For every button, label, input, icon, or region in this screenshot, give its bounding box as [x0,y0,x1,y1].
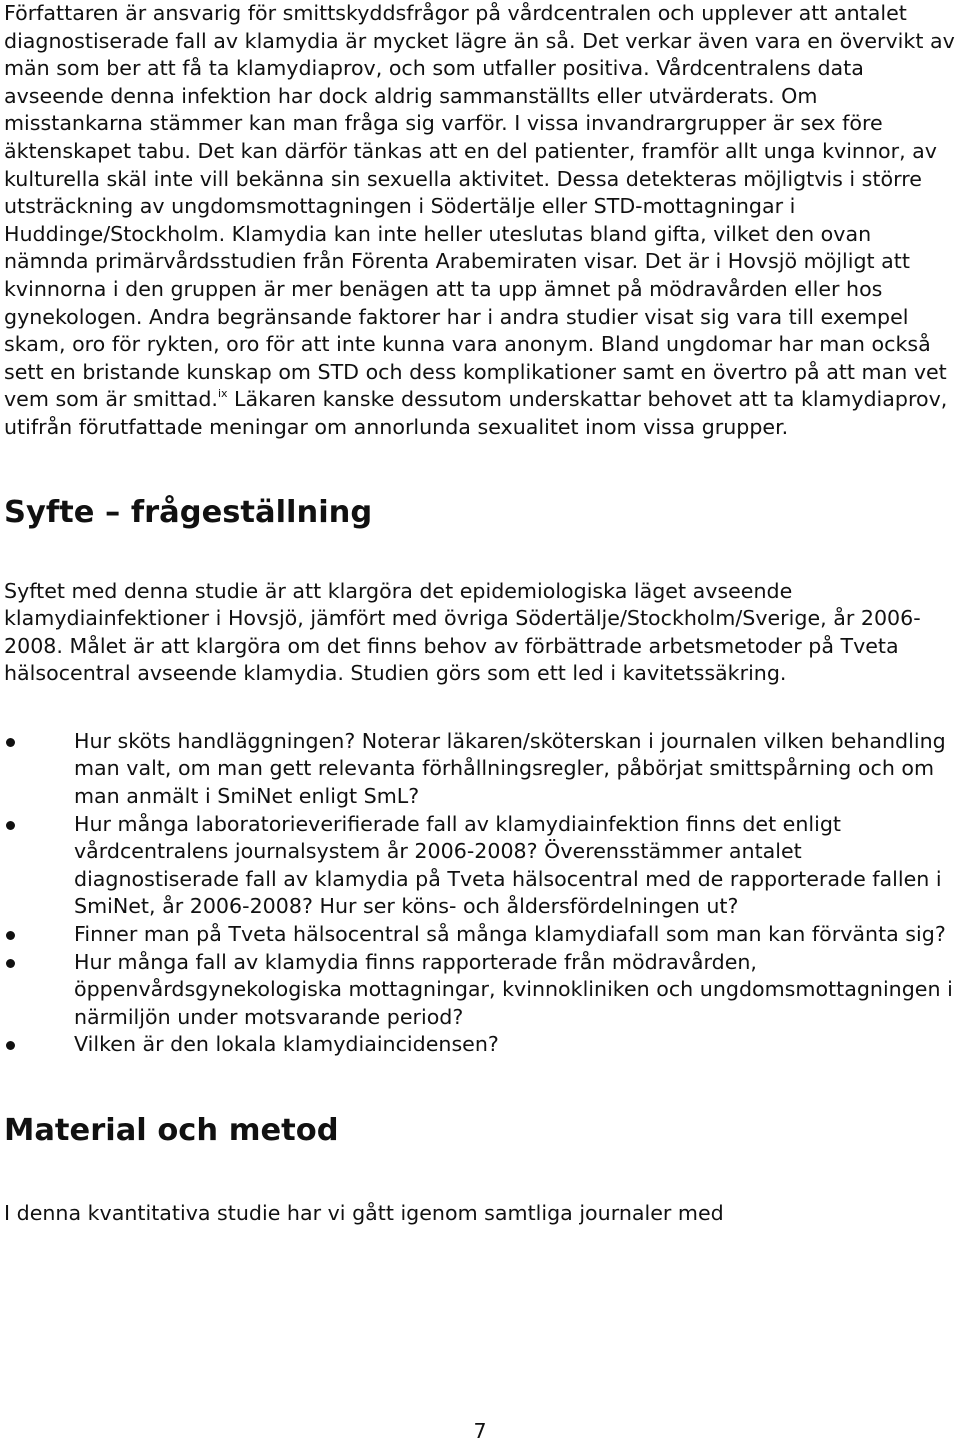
question-text: Vilken är den lokala klamydiaincidensen? [74,1032,499,1057]
intro-paragraph [4,0,956,442]
bullet-icon [6,931,15,940]
question-text: Hur många laboratorieverifierade fall av klamydiainfektion finns det enligt vårdcentralens journalsystem år 2006-2008? Överensstämmer antalet diagnostiserade fall av klamydia på Tveta hälsocentral med de rapporterade fallen i SmiNet, år 2006-2008? Hur ser köns- och åldersfördelningen ut? [74,811,942,919]
question-text: Hur många fall av klamydia finns rapporterade från mödravården, öppenvårdsgynekologiska mottagningar, kvinnokliniken och ungdomsmottagningen i närmiljön under motsvarande period? [74,949,953,1029]
question-text: Finner man på Tveta hälsocentral så många klamydiafall som man kan förvänta sig? [74,922,946,947]
bullet-icon [6,959,15,968]
list-item [4,921,956,949]
list-item [4,949,956,1032]
syfte-paragraph: Syftet med denna studie är att klargöra det epidemiologiska läget avseende klamydiainfektioner i Hovsjö, jämfört med övriga Södertälje/Stockholm/Sverige, år 2006-2008. Målet är att klargöra om det finns behov av förbättrade arbetsmetoder på Tveta hälsocentral avseende klamydia. Studien görs som ett led i kavitetssäkring. [4,578,921,686]
question-text: Hur sköts handläggningen? Noterar läkaren/sköterskan i journalen vilken behandling man valt, om man gett relevanta förhållningsregler, påbörjat smittspårning och om man anmält i SmiNet enligt SmL? [74,728,946,809]
list-item [4,1031,956,1059]
question-list [4,728,956,1059]
material-paragraph: I denna kvantitativa studie har vi gått igenom samtliga journaler med [4,1201,724,1225]
footnote-marker: ix [217,387,228,401]
intro-text: Författaren är ansvarig för smittskyddsfrågor på vårdcentralen och upplever att antalet diagnostiserade fall av klamydia är mycket lägre än så. Det verkar även vara en övervikt av män som ber att få ta klamydiaprov, och som utfaller positiva. Vårdcentralens data avseende denna infektion har dock aldrig sammanställts eller utvärderats. Om misstankarna stämmer kan man fråga sig varför. I vissa invandrargrupper är sex före äktenskapet tabu. Det kan därför tänkas att en del patienter, framför allt unga kvinnor, av kulturella skäl inte vill bekänna sin sexuella aktivitet. Dessa detekteras möjligtvis i större utsträckning av ungdomsmottagningen i Södertälje eller STD-mottagningar i Huddinge/Stockholm. Klamydia kan inte heller uteslutas bland gifta, vilket den ovan nämnda primärvårdsstudien från Förenta Arabemiraten visar. Det är i Hovsjö möjligt att kvinnorna i den gruppen är mer benägen att ta upp ämnet på mödravården eller hos gynekologen. Andra begränsande faktorer har i andra studier visat sig vara till exempel skam, oro för rykten, oro för att inte kunna vara anonym. Bland ungdomar har man också sett en bristande kunskap om STD och dess komplikationer samt en övertro på att man vet vem som är smittad. [4,1,955,412]
bullet-icon [6,738,15,747]
list-item [4,811,956,921]
bullet-icon [6,821,15,830]
section-heading-syfte: Syfte – frågeställning [4,494,373,530]
page-number: 7 [473,1419,487,1443]
section-heading-material: Material och metod [4,1113,339,1148]
intro-text-continued: Läkaren kanske dessutom underskattar behovet att ta klamydiaprov, utifrån förutfattade meningar om annorlunda sexualitet inom vissa grupper. [4,387,948,439]
bullet-icon [6,1041,15,1050]
document-page [4,0,956,1228]
list-item [4,728,956,811]
